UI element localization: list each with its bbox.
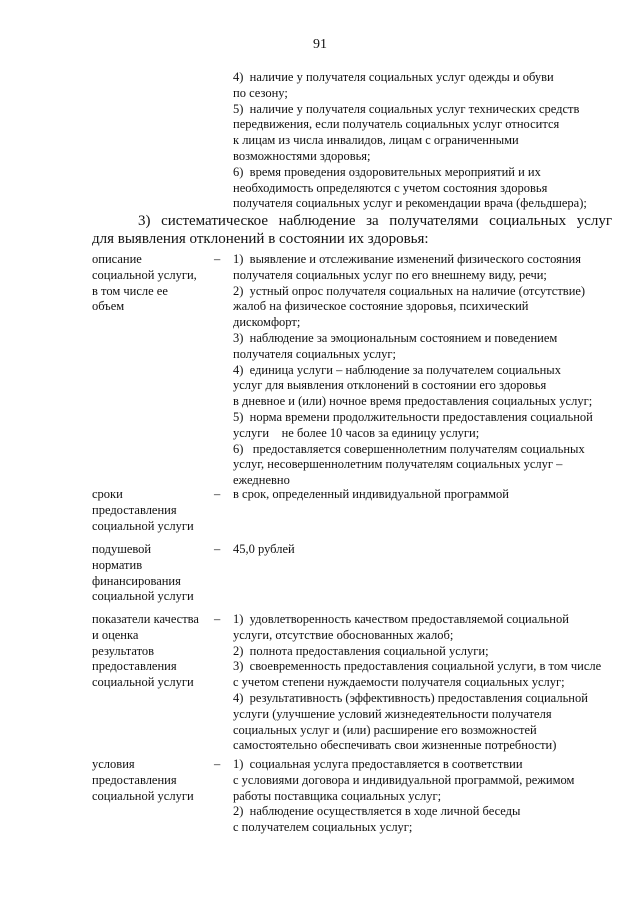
content-line: 3) своевременность предоставления социальной услуги, в том числе [233,659,602,674]
content-line: 6) предоставляется совершеннолетним получателям социальных [233,441,585,456]
label-line: и оценка [92,627,139,642]
content-line: с учетом степени нуждаемости получателя социальных услуг; [233,675,565,690]
label-line: объем [92,299,125,314]
content-line: работы поставщика социальных услуг; [233,788,442,803]
content-line: дискомфорт; [233,315,301,330]
label-line: социальной услуги [92,589,194,604]
intro-line: 4) наличие у получателя социальных услуг одежды и обуви [233,70,554,84]
intro-line: 5) наличие у получателя социальных услуг технических средств [233,101,580,116]
section-heading [92,212,612,248]
content-line: услуги, отсутствие обоснованных жалоб; [233,627,454,642]
section-heading-line-2: для выявления отклонений в состоянии их здоровья: [92,231,429,247]
label-line: финансирования [92,573,181,588]
intro-line: возможностями здоровья; [233,148,371,163]
label-line: сроки [92,487,123,501]
content-line: 2) полнота предоставления социальной услуги; [233,643,489,658]
label-line: описание [92,252,142,266]
content-line: получателя социальных услуг; [233,346,397,361]
content-line: 2) устный опрос получателя социальных на наличие (отсутствие) [233,283,586,298]
label-line: социальной услуги [92,788,194,803]
content-line: 1) выявление и отслеживание изменений физического состояния [233,252,581,266]
content-line: получателя социальных услуг по его внешнему виду, речи; [233,267,547,282]
row-content [233,252,618,489]
content-line: услуг для выявления отклонений в состоянии его здоровья [233,378,547,393]
row-dash: – [214,487,221,501]
row-dash: – [214,252,221,266]
content-line: в срок, определенный индивидуальной программой [233,487,509,501]
content-line: самостоятельно обеспечивать свои жизненные потребности) [233,738,557,753]
row-dash: – [214,757,221,771]
row-label [92,757,207,804]
content-line: 45,0 рублей [233,542,295,556]
label-line: условия [92,757,135,771]
label-line: социальной услуги [92,518,194,533]
intro-line: необходимость определяются с учетом состояния здоровья [233,180,548,195]
content-line: с условиями договора и индивидуальной программой, режимом [233,772,575,787]
row-dash: – [214,542,221,556]
content-line: жалоб на физическое состояние здоровья, психический [233,299,529,314]
row-content [233,542,618,558]
label-line: в том числе ее [92,283,168,298]
intro-line: к лицам из числа инвалидов, лицам с ограниченными [233,133,519,148]
intro-line: получателя социальных услуг и рекомендации врача (фельдшера); [233,196,587,211]
row-dash: – [214,612,221,626]
content-line: 1) удовлетворенность качеством предоставляемой социальной [233,612,569,626]
content-line: 1) социальная услуга предоставляется в соответствии [233,757,523,771]
content-line: 3) наблюдение за эмоциональным состоянием и поведением [233,330,558,345]
row-label [92,612,207,691]
row-content [233,757,618,836]
label-line: предоставления [92,772,177,787]
intro-line: по сезону; [233,85,288,100]
label-line: норматив [92,557,143,572]
content-line: социальных услуг и (или) расширение его возможностей [233,722,537,737]
section-heading-line-1: 3) систематическое наблюдение за получателями социальных услуг [138,213,612,229]
label-line: социальной услуги, [92,267,197,282]
label-line: социальной услуги [92,675,194,690]
label-line: подушевой [92,542,152,556]
content-line: 4) результативность (эффективность) предоставления социальной [233,690,588,705]
intro-line: передвижения, если получатель социальных услуг относится [233,117,560,132]
content-line: услуги (улучшение условий жизнедеятельности получателя [233,706,552,721]
row-content [233,612,618,754]
label-line: предоставления [92,502,177,517]
intro-list [233,70,613,212]
content-line: 4) единица услуги – наблюдение за получателем социальных [233,362,561,377]
row-label [92,252,207,315]
content-line: услуг, несовершеннолетним получателям социальных услуг – [233,457,563,472]
page-number: 91 [313,37,327,52]
label-line: результатов [92,643,155,658]
content-line: ежедневно [233,473,290,488]
content-line: 5) норма времени продолжительности предоставления социальной [233,409,593,424]
content-line: услуги не более 10 часов за единицу услуги; [233,425,480,440]
content-line: с получателем социальных услуг; [233,820,413,835]
intro-line: 6) время проведения оздоровительных мероприятий и их [233,164,541,179]
content-line: 2) наблюдение осуществляется в ходе личной беседы [233,804,521,819]
label-line: предоставления [92,659,177,674]
row-content [233,487,618,503]
content-line: в дневное и (или) ночное время предоставления социальных услуг; [233,394,593,409]
label-line: показатели качества [92,612,199,626]
row-label [92,487,207,534]
row-label [92,542,207,605]
